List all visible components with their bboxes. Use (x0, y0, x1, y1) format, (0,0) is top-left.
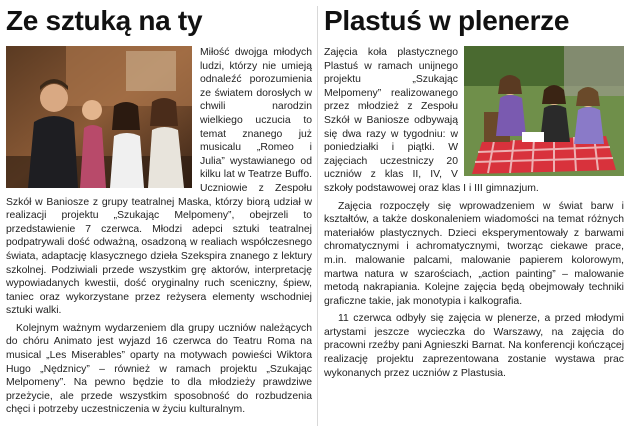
right-article-body (324, 46, 624, 380)
right-paragraph-2: Zajęcia rozpoczęły się wprowadzeniem w świat barw i kształtów, a także doskonaleniem wiadomości na temat różnych materiałów plastycznych. Dzieci eksperymentowały z barwami chromatycznymi i achromatycznymi, tworząc ciekawe prace, m.in. malowanie palcami, malowanie papierem kolorowym, martwa natura w szarościach, „action painting” – malowanie metodą nakrapiania. Kolejne zajęcia będą obejmowały techniki graficzne takie, jak monotypia i kalkografia. (324, 200, 624, 307)
left-article (6, 0, 312, 430)
right-paragraph-3: 11 czerwca odbyły się zajęcia w plenerze, a przed młodymi artystami jeszcze wycieczka do Warszawy, na zajęcia do pracowni rzeźby pani Agnieszki Barnat. Na konferencji kończącej realizację projektu zaprezentowana zostanie wystawa prac wykonanych przez uczniów z Plastusia. (324, 313, 624, 379)
plein-air-photo (464, 46, 624, 176)
left-headline: Ze sztuką na ty (6, 5, 203, 36)
left-paragraph-2: Kolejnym ważnym wydarzeniem dla grupy uczniów należących do chóru Animato jest wyjazd 16 czerwca do Teatru Roma na musical „Les Miserables” oparty na motywach powieści Wiktora Hugo „Nędznicy” – również w ramach projektu „Szukając Melpomeny”. Na pewno będzie to dla młodzieży prawdziwe przeżycie, ale przede wszystkim sposobność do rozbudzenia chęci i potrzeby uczestniczenia w życiu kulturalnym. (6, 322, 312, 416)
column-divider (317, 6, 318, 426)
left-article-body (6, 46, 312, 417)
right-headline: Plastuś w plenerze (324, 5, 570, 36)
left-paragraph-1: Miłość dwojga młodych ludzi, którzy nie umieją odnaleźć porozumienia ze światem dorosłych w chwili narodzin wielkiego uczucia to temat znanego już musicalu „Romeo i Julia” wystawianego od kilku lat w Teatrze Buffo. Uczniowie z Zespołu Szkół w Baniosze z grupy teatralnej Maska, którzy biorą udział w realizacji projektu „Szukając Melpomeny”, obejrzeli to przedstawienie 7 czerwca. Młodzi adepci sztuki teatralnej podpatrywali dość odważną, osadzoną w realiach współczesnego świata, adaptację klasycznego dzieła Szekspira znanego z lektury szkolnej. Podziwiali przede wszystkim grę aktorów, interpretację wypowiadanych kwestii, dość oryginalny ruch sceniczny, śpiew, taniec oraz wykorzystane przez reżysera elementy wschodniej sztuki walki. (6, 47, 312, 317)
right-article (324, 0, 624, 430)
right-paragraph-1: Zajęcia koła plastycznego Plastuś w ramach unijnego projektu „Szukając Melpomeny” realizowanego przez młodzież z Zespołu Szkół w Baniosze odbywają się dwa razy w tygodniu: w poniedziałki i piątki. W zajęciach uczestniczy 20 uczniów z klas II, IV, V szkoły podstawowej oraz klas I i III gimnazjum. (324, 47, 539, 194)
theater-group-photo (6, 46, 192, 188)
